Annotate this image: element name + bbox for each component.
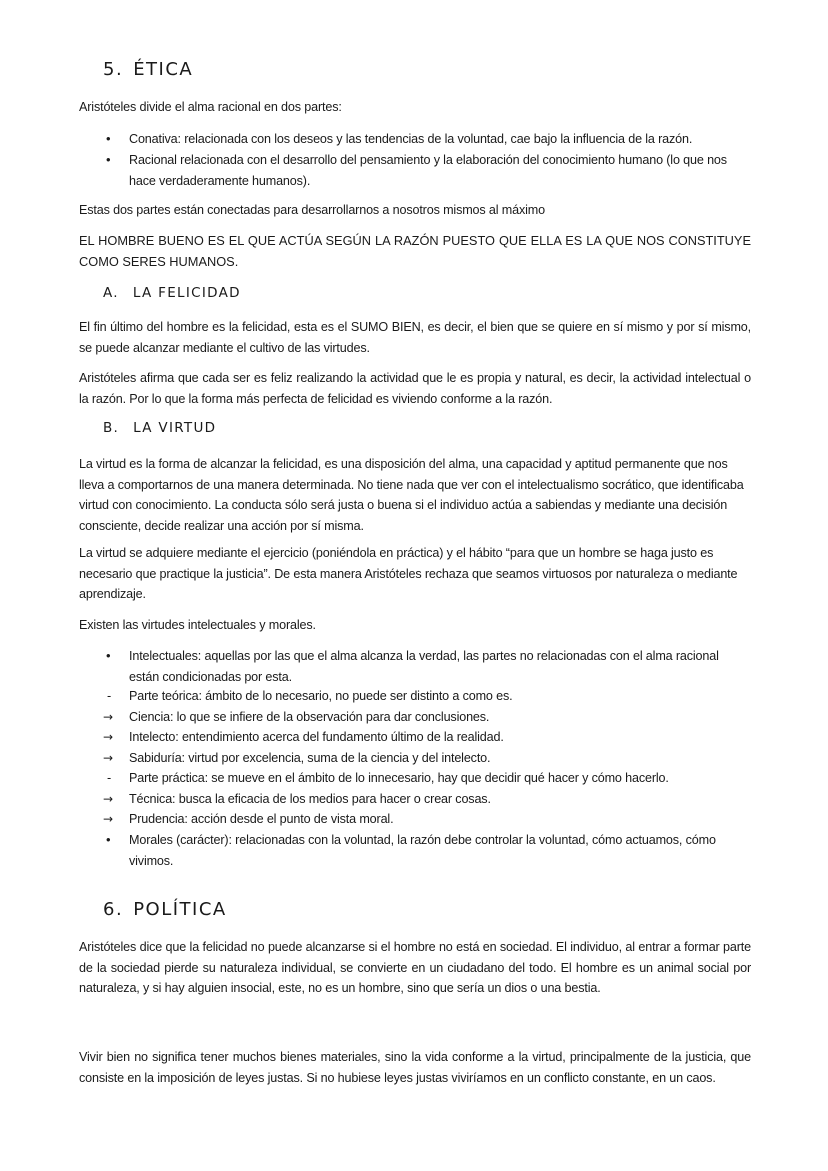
arrow-right-icon: → — [103, 751, 113, 765]
bullet-icon: • — [106, 131, 111, 146]
bullet-icon: • — [106, 832, 111, 847]
dash-icon: - — [107, 771, 112, 785]
felicidad-paragraph: El fin último del hombre es la felicidad, esta es el SUMO BIEN, es decir, el bien que se quiere en sí mismo y por sí mismo, se puede alcanzar mediante el cultivo de las virtudes. — [79, 320, 751, 355]
arrow-right-icon: → — [103, 730, 113, 744]
section-number: 6. — [103, 899, 124, 920]
list-item: → Sabiduría: virtud por excelencia, suma de la ciencia y del intelecto. — [79, 748, 751, 769]
list-item: → Intelecto: entendimiento acerca del fundamento último de la realidad. — [79, 727, 751, 748]
felicidad-paragraph: Aristóteles afirma que cada ser es feliz realizando la actividad que le es propia y natural, es decir, la actividad intelectual o la razón. Por lo que la forma más perfecta de felicidad es viviendo conforme a la razón. — [79, 371, 751, 406]
section-heading-politica — [103, 899, 227, 920]
list-item: • Morales (carácter): relacionadas con la voluntad, la razón debe controlar la voluntad, cómo actuamos, cómo vivimos. — [106, 832, 716, 868]
virtud-paragraph: La virtud se adquiere mediante el ejercicio (poniéndola en práctica) y el hábito “para que un hombre se haga justo es necesario que practique la justicia”. De esta manera Aristóteles rechaza que seamos virtuosos por naturaleza o mediante aprendizaje. — [79, 546, 738, 601]
arrow-right-icon: → — [103, 792, 113, 806]
section-title: POLÍTICA — [133, 899, 227, 920]
section-title: ÉTICA — [133, 59, 194, 80]
etica-intro-paragraph: Aristóteles divide el alma racional en dos partes: — [79, 100, 342, 114]
subsection-heading-virtud — [103, 420, 216, 436]
list-item: → Técnica: busca la eficacia de los medios para hacer o crear cosas. — [79, 789, 751, 810]
bullet-icon: • — [106, 152, 111, 167]
subsection-letter: A. — [103, 285, 119, 301]
dash-icon: - — [107, 689, 112, 703]
politica-paragraph: Aristóteles dice que la felicidad no puede alcanzarse si el hombre no está en sociedad. El individuo, al entrar a formar parte de la sociedad pierde su naturaleza individual, se convierte en un ciudadano del todo. El hombre es un animal social por naturaleza, y si hay alguien insocial, este, no es un hombre, sino que sería un dios o una bestia. — [79, 940, 751, 995]
subsection-heading-felicidad — [103, 285, 241, 301]
list-item: - Parte práctica: se mueve en el ámbito de lo innecesario, hay que decidir qué hacer y cómo hacerlo. — [79, 768, 751, 789]
section-heading-etica — [103, 59, 193, 80]
arrow-right-icon: → — [103, 812, 113, 826]
politica-paragraph: Vivir bien no significa tener muchos bienes materiales, sino la vida conforme a la virtud, principalmente de la justicia, que consiste en la imposición de leyes justas. Si no hubiese leyes justas viviríamos en un conflicto constante, en un caos. — [79, 1050, 751, 1085]
list-item: → Ciencia: lo que se infiere de la observación para dar conclusiones. — [79, 707, 751, 728]
virtud-paragraph: La virtud es la forma de alcanzar la felicidad, es una disposición del alma, una capacidad y aptitud permanente que nos lleva a comportarnos de una manera determinada. No tiene nada que ver con el intelectualismo socrático, que identificaba virtud con conocimiento. La conducta sólo será justa o buena si el individuo actúa a sabiendas y mediante una decisión consciente, decide realizar una acción por sí misma. — [79, 457, 744, 533]
list-item: • Intelectuales: aquellas por las que el alma alcanza la verdad, las partes no relacionadas con el alma racional están condicionadas por esta. — [106, 648, 719, 684]
virtud-paragraph: Existen las virtudes intelectuales y morales. — [79, 618, 316, 632]
subsection-letter: B. — [103, 420, 120, 436]
bullet-icon: • — [106, 648, 111, 663]
key-statement: EL HOMBRE BUENO ES EL QUE ACTÚA SEGÚN LA RAZÓN PUESTO QUE ELLA ES LA QUE NOS CONSTITUYE COMO SERES HUMANOS. — [79, 233, 751, 269]
arrow-right-icon: → — [103, 710, 113, 724]
subsection-title: LA VIRTUD — [133, 420, 217, 436]
list-item: • Racional relacionada con el desarrollo del pensamiento y la elaboración del conocimiento humano (lo que nos hace verdaderamente humanos). — [106, 152, 727, 188]
connection-paragraph: Estas dos partes están conectadas para desarrollarnos a nosotros mismos al máximo — [79, 203, 545, 217]
list-item: - Parte teórica: ámbito de lo necesario, no puede ser distinto a como es. — [79, 686, 751, 707]
section-number: 5. — [103, 59, 124, 80]
list-item: • Conativa: relacionada con los deseos y las tendencias de la voluntad, cae bajo la influencia de la razón. — [79, 129, 751, 150]
list-item: → Prudencia: acción desde el punto de vista moral. — [79, 809, 751, 830]
subsection-title: LA FELICIDAD — [132, 285, 241, 301]
